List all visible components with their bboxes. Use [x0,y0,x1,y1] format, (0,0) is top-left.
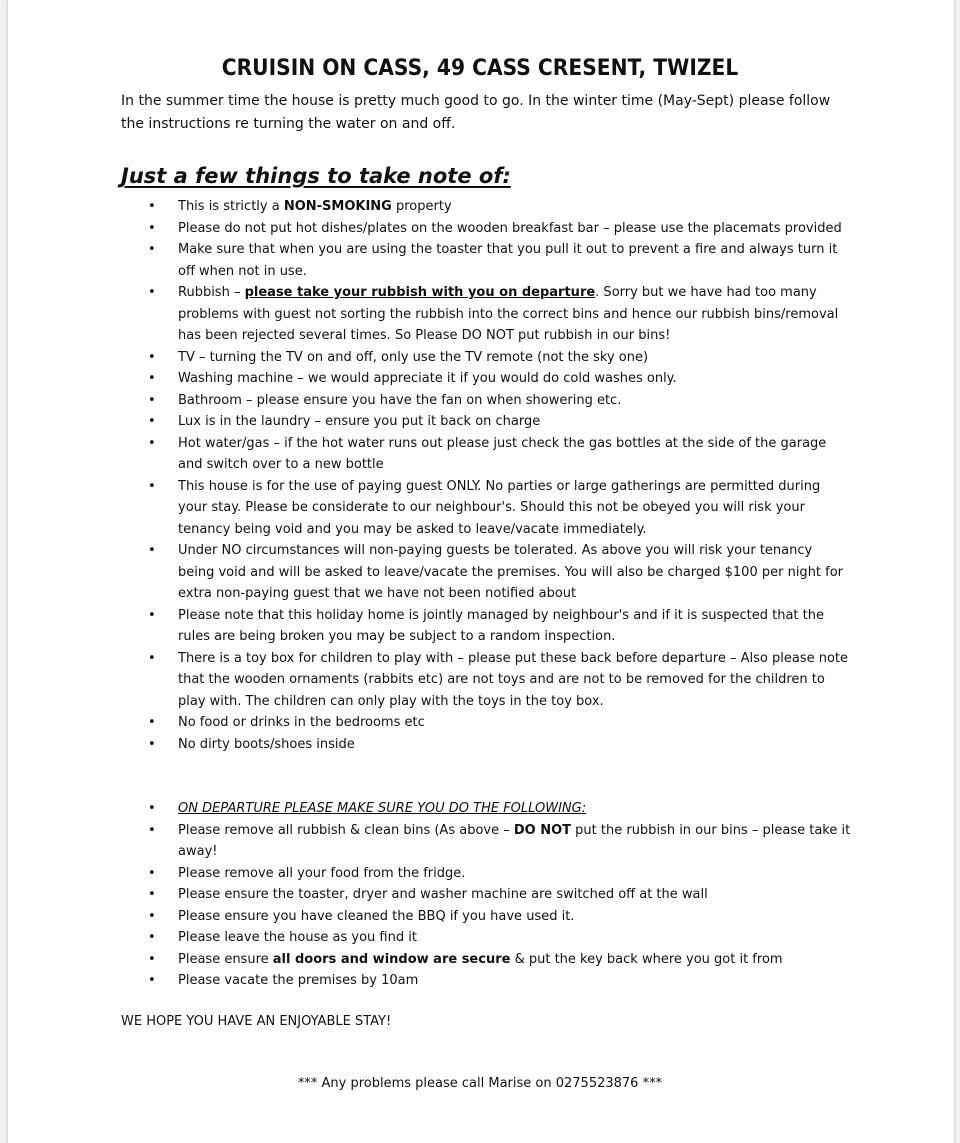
list-item: • No dirty boots/shoes inside [121,734,851,756]
list-item: • Please leave the house as you find it [121,927,851,949]
list-item: • Please ensure all doors and window are secure & put the key back where you got it from [121,949,851,971]
notes-heading: Just a few things to take note of: [121,164,511,188]
list-item: • Please ensure the toaster, dryer and washer machine are switched off at the wall [121,884,851,906]
list-item: • Please do not put hot dishes/plates on the wooden breakfast bar – please use the placemats provided [121,218,851,240]
list-item: • Please remove all your food from the fridge. [121,863,851,885]
list-item: • Please note that this holiday home is jointly managed by neighbour's and if it is suspected that the rules are being broken you may be subject to a random inspection. [121,605,851,648]
departure-list [121,798,851,992]
closing-message: WE HOPE YOU HAVE AN ENJOYABLE STAY! [121,1014,392,1029]
list-item: • TV – turning the TV on and off, only use the TV remote (not the sky one) [121,347,851,369]
list-item: • Lux is in the laundry – ensure you put it back on charge [121,411,851,433]
list-item: • Under NO circumstances will non-paying guests be tolerated. As above you will risk your tenancy being void and will be asked to leave/vacate the premises. You will also be charged $100 per night for extra non-paying guest that we have not been notified about [121,540,851,605]
list-item: • Please ensure you have cleaned the BBQ if you have used it. [121,906,851,928]
list-item: • This is strictly a NON-SMOKING property [121,196,851,218]
list-item: • Please remove all rubbish & clean bins (As above – DO NOT put the rubbish in our bins – please take it away! [121,820,851,863]
list-item: • Hot water/gas – if the hot water runs out please just check the gas bottles at the side of the garage and switch over to a new bottle [121,433,851,476]
list-item: • This house is for the use of paying guest ONLY. No parties or large gatherings are permitted during your stay. Please be considerate to our neighbour's. Should this not be obeyed you will risk your tenancy being void and you may be asked to leave/vacate immediately. [121,476,851,541]
list-item: • Please vacate the premises by 10am [121,970,851,992]
list-item: • No food or drinks in the bedrooms etc [121,712,851,734]
intro-paragraph: In the summer time the house is pretty much good to go. In the winter time (May-Sept) please follow the instructions re turning the water on and off. [121,93,831,132]
list-item: • Rubbish – please take your rubbish with you on departure. Sorry but we have had too many problems with guest not sorting the rubbish into the correct bins and hence our rubbish bins/removal has been rejected several times. So Please DO NOT put rubbish in our bins! [121,282,851,347]
list-item: • Washing machine – we would appreciate it if you would do cold washes only. [121,368,851,390]
list-item: • There is a toy box for children to play with – please put these back before departure – Also please note that the wooden ornaments (rabbits etc) are not toys and are not to be removed for the children to play with. The children can only play with the toys in the toy box. [121,648,851,713]
contact-footer: *** Any problems please call Marise on 0275523876 *** [297,1076,663,1091]
notes-list [121,196,851,755]
list-item: • Make sure that when you are using the toaster that you pull it out to prevent a fire and always turn it off when not in use. [121,239,851,282]
departure-heading: • ON DEPARTURE PLEASE MAKE SURE YOU DO THE FOLLOWING: [121,798,851,820]
list-item: • Bathroom – please ensure you have the fan on when showering etc. [121,390,851,412]
document-title: CRUISIN ON CASS, 49 CASS CRESENT, TWIZEL [221,56,739,81]
